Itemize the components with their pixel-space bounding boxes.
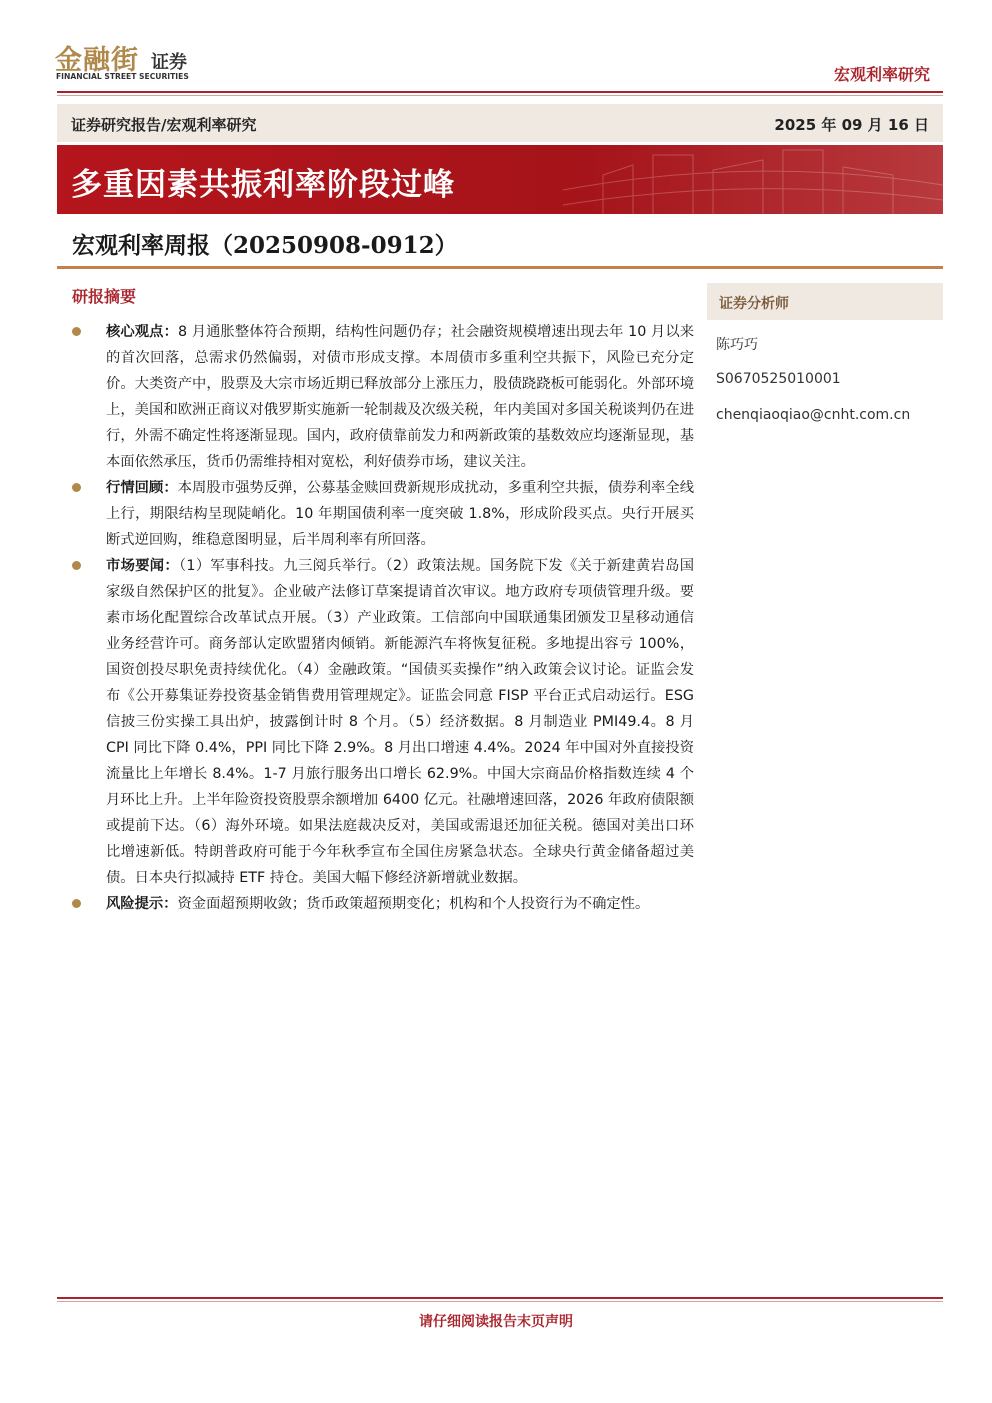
- logo-chinese-name: 金融街: [55, 45, 139, 76]
- report-title: 多重因素共振利率阶段过峰: [71, 167, 455, 203]
- bullet-dot-icon: [72, 899, 81, 908]
- header-rule-thin: [57, 95, 943, 96]
- paragraph-market-news: [72, 553, 694, 891]
- building-watermark-icon: [563, 145, 943, 214]
- report-category: 证券研究报告/宏观利率研究: [71, 116, 257, 134]
- logo-english-name: FINANCIAL STREET SECURITIES: [56, 72, 189, 81]
- logo-suffix: 证券: [151, 52, 187, 73]
- analyst-email[interactable]: chenqiaoqiao@cnht.com.cn: [716, 407, 911, 423]
- paragraph-text: 本周股市强势反弹，公募基金赎回费新规形成扰动，多重利空共振，债券利率全线上行，期限结构呈现陡峭化。10 年期国债利率一度突破 1.8%，形成阶段买点。央行开展买断式逆回购，维稳意图明显，后半周利率有所回落。: [106, 480, 695, 548]
- paragraph-core-view: [72, 319, 694, 475]
- paragraph-market-review: [72, 475, 694, 553]
- section-label: 宏观利率研究: [833, 65, 930, 84]
- abstract-heading: 研报摘要: [72, 287, 137, 306]
- analyst-name: 陈巧巧: [716, 337, 758, 353]
- footer-disclaimer: 请仔细阅读报告末页声明: [419, 1314, 573, 1330]
- report-date: 2025 年 09 月 16 日: [774, 116, 929, 134]
- paragraph-label: 核心观点：: [106, 324, 178, 340]
- paragraph-label: 市场要闻：: [106, 558, 179, 574]
- paragraph-risk-warning: [72, 891, 694, 917]
- bullet-dot-icon: [72, 561, 81, 570]
- report-subtitle: 宏观利率周报（20250908-0912）: [72, 232, 458, 259]
- meta-bar: [57, 104, 943, 142]
- paragraph-text: 8 月通胀整体符合预期，结构性问题仍存；社会融资规模增速出现去年 10 月以来的首次回落，总需求仍然偏弱，对债市形成支撑。本周债市多重利空共振下，风险已充分定价。大类资产中，股票及大宗市场近期已释放部分上涨压力，股债跷跷板可能弱化。外部环境上，美国和欧洲正商议对俄罗斯实施新一轮制裁及次级关税，年内美国对多国关税谈判仍在进行，外需不确定性将逐渐显现。国内，政府债靠前发力和两新政策的基数效应均逐渐显现，基本面依然承压，货币仍需维持相对宽松，利好债券市场，建议关注。: [106, 324, 695, 470]
- paragraph-text: 资金面超预期收敛；货币政策超预期变化；机构和个人投资行为不确定性。: [177, 896, 650, 912]
- bullet-dot-icon: [72, 327, 81, 336]
- paragraph-label: 行情回顾：: [106, 480, 178, 496]
- subtitle-rule: [57, 266, 943, 269]
- paragraph-text: （1）军事科技。九三阅兵举行。（2）政策法规。国务院下发《关于新建黄岩岛国家级自然保护区的批复》。企业破产法修订草案提请首次审议。地方政府专项债管理升级。要素市场化配置综合改革试点开展。（3）产业政策。工信部向中国联通集团颁发卫星移动通信业务经营许可。商务部认定欧盟猪肉倾销。新能源汽车将恢复征税。多地提出容亏 100%，国资创投尽职免责持续优化。（4）金融政策。“国债买卖操作”纳入政策会议讨论。证监会发布《公开募集证券投资基金销售费用管理规定》。证监会同意 FISP 平台正式启动运行。ESG 信披三份实操工具出炉，披露倒计时 8 个月。（5）经济数据。8 月制造业 PMI49.4。8 月 CPI 同比下降 0.4%，PPI 同比下降 2.9%。8 月出口增速 4.4%。2024 年中国对外直接投资流量比上年增长 8.4%。1-7 月旅行服务出口增长 62.9%。中国大宗商品价格指数连续 4 个月环比上升。上半年险资投资股票余额增加 6400 亿元。社融增速回落，2026 年政府债限额或提前下达。（6）海外环境。如果法庭裁决反对，美国或需退还加征关税。德国对美出口环比增速新低。特朗普政府可能于今年秋季宣布全国住房紧急状态。全球央行黄金储备超过美债。日本央行拟减持 ETF 持仓。美国大幅下修经济新增就业数据。: [106, 558, 695, 886]
- footer-rule-thin: [57, 1301, 943, 1302]
- header-rule: [57, 91, 943, 93]
- company-logo: [55, 38, 205, 88]
- footer-rule: [57, 1297, 943, 1299]
- analyst-heading: 证券分析师: [719, 296, 789, 312]
- analyst-heading-box: [707, 283, 943, 320]
- analyst-license: S0670525010001: [716, 371, 841, 387]
- title-band: [57, 145, 943, 214]
- abstract-body: [72, 319, 694, 917]
- paragraph-label: 风险提示：: [106, 896, 178, 912]
- bullet-dot-icon: [72, 483, 81, 492]
